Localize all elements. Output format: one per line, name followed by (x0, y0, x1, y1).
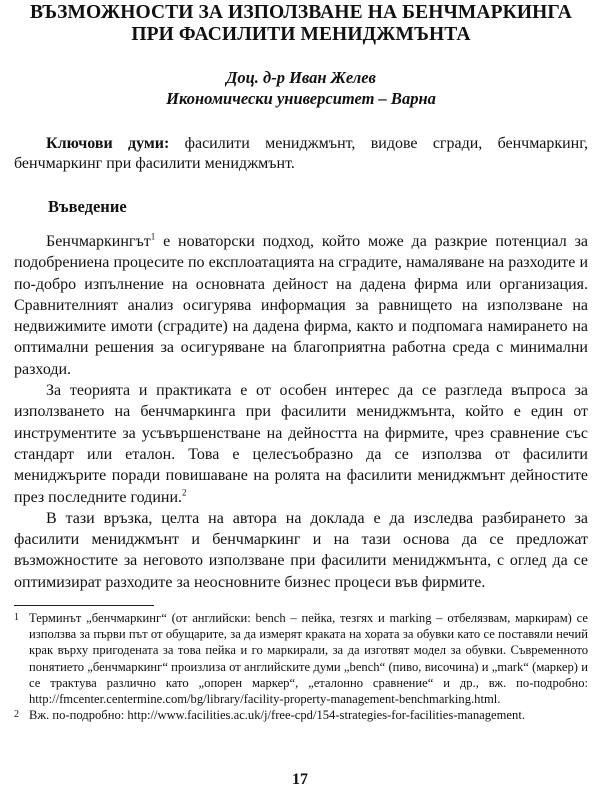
paragraph-3-text: В тази връзка, целта на автора на доклада е да изследва разбирането за фасилити мениджмънт и бенчмаркинг и на тази основа да се предложат възможностите за неговото използване при фасилити мениджмънта, с оглед да се оптимизират разходите за неосновните бизнес процеси във фирмите. (14, 509, 588, 591)
title-line-2: ПРИ ФАСИЛИТИ МЕНИДЖМЪНТА (131, 24, 471, 45)
footnote-2-number: 2 (14, 709, 19, 721)
footnote-2 (14, 707, 588, 723)
footnotes (14, 610, 588, 723)
paragraph-3 (14, 508, 588, 593)
footnote-divider (14, 605, 154, 606)
footnote-1-text: Терминът „бенчмаркинг“ (от английски: bench – пейка, тезгях и marking – отбелязвам, маркирам) се използва за първи път от обущарите, за да измерят краката на хората за обувки като се поставяли нечий крак върху пригодената за това пейка и го маркирали, за да изготвят модел за обувки. Съвременното понятието „бенчмаркинг“ произлиза от английските думи „bench“ (пиво, височина) и „mark“ (маркер) и се трактува различно като „опорен маркер“, „еталонно сравнение“ и др., вж. по-подробно: http://fmcenter.centermine.com/bg/library/facility-property-management-benchmarking.html. (29, 611, 588, 707)
paragraph-1 (14, 231, 588, 380)
page-number: 17 (292, 771, 308, 788)
paragraph-2-text: За теорията и практиката е от особен интерес да се разгледа въпроса за използването на бенчмаркинга при фасилити мениджмънта, който е един от инструментите за усъвършенстване на дейността на фирмите, чрез сравнение със стандарт или еталон. Това е целесъобразно да се използва от фасилити мениджърите поради повишаване на ролята на фасилити мениджмънт дейностите през последните години. (14, 382, 588, 506)
footnote-2-text: Вж. по-подробно: http://www.facilities.ac.uk/j/free-cpd/154-strategies-for-facilities-management. (29, 708, 525, 723)
footnote-ref-2[interactable]: 2 (182, 487, 187, 498)
author-affiliation: Икономически университет – Варна (166, 89, 436, 108)
section-heading: Въведение (48, 197, 127, 216)
title-line-1: ВЪЗМОЖНОСТИ ЗА ИЗПОЛЗВАНЕ НА БЕНЧМАРКИНГА (30, 2, 572, 23)
footnote-1-number: 1 (14, 612, 19, 624)
keywords-text: фасилити мениджмънт, видове сгради, бенчмаркинг, бенчмаркинг при фасилити мениджмънт. (14, 135, 589, 172)
paragraph-2 (14, 380, 588, 508)
keywords-label: Ключови думи: (46, 135, 170, 152)
paragraph-1-text-cont: е новаторски подход, който може да разкрие потенциал за подобрениена процесите по експлоатацията на сградите, намаляване на разходите и по-добро изпълнение на основната дейност на дадена фирма или организация. Сравнителният анализ осигурява информация за равнището на използване на недвижимите имоти (сградите) на дадена фирма, както и подпомага намирането на оптимални решения за осигуряване на благоприятна работна среда с минимални разходи. (14, 233, 588, 378)
paragraph-1-text: Бенчмаркингът (46, 233, 151, 250)
footnote-ref-1[interactable]: 1 (150, 231, 156, 242)
author-name: Доц. д-р Иван Желев (226, 68, 376, 87)
footnote-1 (14, 610, 588, 707)
paper-title (14, 2, 588, 46)
keywords (14, 134, 588, 174)
